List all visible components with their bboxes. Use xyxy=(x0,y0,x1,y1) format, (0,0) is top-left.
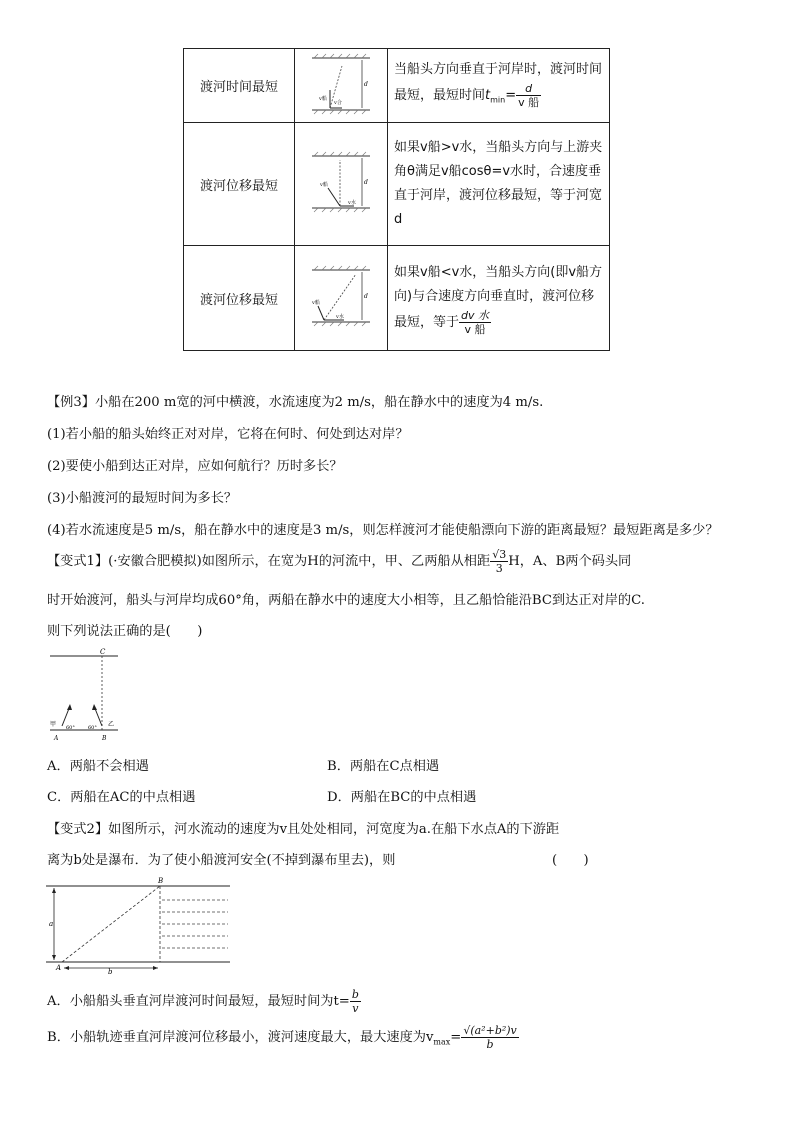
svg-text:v水: v水 xyxy=(348,200,356,206)
answer-blank: ( ) xyxy=(552,853,589,868)
label-b: B xyxy=(102,735,107,742)
arrow-icon xyxy=(153,966,158,970)
fraction-denominator: v 船 xyxy=(464,322,486,336)
case-label: 渡河位移最短 xyxy=(184,246,295,351)
example3-question-4: (4)若水流速度是5 m/s，船在静水中的速度是3 m/s，则怎样渡河才能使船漂向下游的距离最短？最短距离是多少？ xyxy=(47,523,719,538)
variant1-figure xyxy=(46,646,122,744)
summary-table xyxy=(183,48,610,351)
arrow-icon xyxy=(52,955,56,960)
diagram-cell xyxy=(295,123,388,246)
variant1-line-2: 时开始渡河，船头与河岸均成60°角，两船在静水中的速度大小相等，且乙船恰能沿BC到达正对岸的C. xyxy=(47,593,645,608)
table-row xyxy=(184,123,610,246)
variant1-option-b[interactable]: B．两船在C点相遇 xyxy=(327,759,440,774)
diagram-cell xyxy=(295,246,388,351)
description-text: 当船头方向垂直于河岸时，渡河时间最短，最短时间 xyxy=(394,62,603,104)
fraction-denominator: v 船 xyxy=(518,96,540,110)
case-label: 渡河时间最短 xyxy=(184,49,295,123)
arrow-icon xyxy=(64,966,69,970)
label-jia: 甲 xyxy=(50,721,57,728)
formula-sub: min xyxy=(490,95,506,105)
fraction xyxy=(350,988,361,1015)
option-text: A．小船船头垂直河岸渡河时间最短，最短时间为t= xyxy=(47,994,350,1009)
label-b-distance: b xyxy=(108,968,113,976)
fraction-numerator: b xyxy=(351,988,359,1001)
svg-text:v船: v船 xyxy=(319,95,327,102)
label-angle-a: 60° xyxy=(66,725,75,731)
fraction-numerator: √3 xyxy=(492,548,507,561)
diagram-cell xyxy=(295,49,388,123)
fraction-numerator: √(a²+b²)v xyxy=(463,1024,517,1037)
label-a: A xyxy=(54,735,59,742)
fraction-denominator: b xyxy=(486,1038,494,1051)
fraction-numerator: d xyxy=(516,82,541,96)
example3-question-1: (1)若小船的船头始终正对对岸，它将在何时、何处到达对岸？ xyxy=(47,427,409,442)
arrow-icon xyxy=(92,704,97,710)
case-description: 当船头方向垂直于河岸时，渡河时间最短，最短时间$t_{min}=$ $\frac{d}{\text{v 船}}$ xyxy=(388,49,610,123)
variant1-intro xyxy=(47,548,631,576)
formula-t: t xyxy=(485,88,491,104)
case-label: 渡河位移最短 xyxy=(184,123,295,246)
svg-text:d: d xyxy=(364,80,368,88)
formula-sub: max xyxy=(433,1037,451,1047)
svg-text:v船: v船 xyxy=(312,300,320,306)
fraction xyxy=(490,548,508,575)
arrow-icon xyxy=(52,888,56,893)
label-yi: 乙 xyxy=(108,721,115,728)
fraction-numerator: dv 水 xyxy=(461,308,490,322)
variant2-figure xyxy=(44,874,234,976)
variant1-text-b: H，A、B两个码头同 xyxy=(508,554,632,569)
option-text: B．小船轨迹垂直河岸渡河位移最小，渡河速度最大，最大速度为v xyxy=(47,1030,434,1045)
shortest-displacement-slow-boat-diagram xyxy=(310,264,372,328)
shortest-displacement-diagram xyxy=(310,150,372,214)
waterfall-area xyxy=(162,900,228,948)
variant1-option-c[interactable]: C．两船在AC的中点相遇 xyxy=(47,790,196,805)
example3-intro: 【例3】小船在200 m宽的河中横渡，水流速度为2 m/s，船在静水中的速度为4 m/s. xyxy=(47,395,544,410)
variant1-text-a: 【变式1】(·安徽合肥模拟)如图所示，在宽为H的河流中，甲、乙两船从相距 xyxy=(47,554,491,569)
table-row xyxy=(184,49,610,123)
fraction-denominator: v xyxy=(352,1002,359,1015)
variant1-line-3: 则下列说法正确的是( ) xyxy=(47,624,203,639)
fraction-denominator: 3 xyxy=(495,562,503,575)
fraction xyxy=(516,82,541,109)
shortest-time-diagram xyxy=(310,52,372,116)
svg-text:d: d xyxy=(364,293,368,300)
table-row xyxy=(184,246,610,351)
variant2-line-1: 【变式2】如图所示，河水流动的速度为v且处处相同，河宽度为a.在船下水点A的下游距 xyxy=(47,822,560,837)
variant2-line-2: 离为b处是瀑布．为了使小船渡河安全(不掉到瀑布里去)，则 xyxy=(47,853,396,868)
svg-text:d: d xyxy=(364,179,368,186)
fraction xyxy=(459,309,491,336)
example3-question-2: (2)要使小船到达正对岸，应如何航行？历时多长？ xyxy=(47,459,343,474)
arrow-icon xyxy=(67,704,72,710)
label-a-width: a xyxy=(49,920,54,928)
svg-text:v水: v水 xyxy=(336,314,344,320)
label-a-point: A xyxy=(56,964,62,972)
variant1-option-d[interactable]: D．两船在BC的中点相遇 xyxy=(327,790,477,805)
variant2-option-a[interactable] xyxy=(47,988,361,1015)
label-angle-b: 60° xyxy=(88,725,97,731)
example3-question-3: (3)小船渡河的最短时间为多长？ xyxy=(47,491,238,506)
path-ab xyxy=(62,886,160,962)
case-description xyxy=(388,246,610,351)
fraction xyxy=(461,1024,518,1051)
svg-text:v合: v合 xyxy=(334,99,342,106)
label-b-point: B xyxy=(158,877,164,885)
variant2-option-b[interactable]: B．小船轨迹垂直河岸渡河位移最小，渡河速度最大，最大速度为$v_{max}=$ $\frac{\text{√(a²+b²)v}}{b}$ xyxy=(47,1024,517,1051)
description-text: 如果v船<v水，当船头方向(即v船方向)与合速度方向垂直时，渡河位移最短，等于 xyxy=(394,264,603,330)
label-c: C xyxy=(100,648,106,656)
variant1-option-a[interactable]: A．两船不会相遇 xyxy=(47,759,149,774)
case-description: 如果v船>v水，当船头方向与上游夹角θ满足v船cosθ=v水时，合速度垂直于河岸，渡河位移最短，等于河宽d xyxy=(388,123,610,246)
svg-text:v船: v船 xyxy=(320,182,328,188)
